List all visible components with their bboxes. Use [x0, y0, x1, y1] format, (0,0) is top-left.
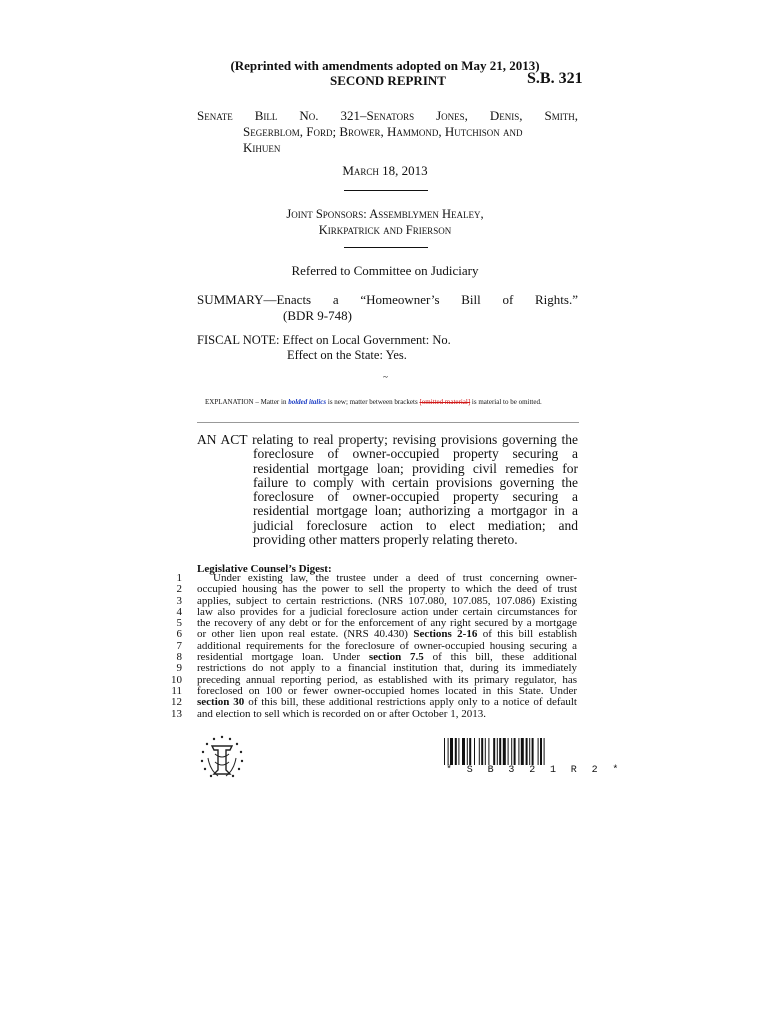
barcode-bar [503, 738, 506, 765]
explanation-omitted-term: [omitted material] [419, 398, 471, 406]
line-number: 12 [171, 696, 182, 709]
digest-title: Legislative Counsel’s Digest: [197, 563, 332, 575]
line-number: 10 [171, 673, 182, 686]
line-number: 9 [176, 662, 182, 675]
summary-line-1: SUMMARY—Enacts a “Homeowner’s Bill of Rights.” [197, 292, 578, 307]
act-line: providing other matters properly relating thereto. [253, 532, 518, 548]
joint-sponsors-line-2: Kirkpatrick and Frierson [318, 223, 452, 237]
line-number: 8 [176, 651, 182, 664]
line-number: 6 [176, 628, 182, 641]
summary-line-2: (BDR 9-748) [283, 308, 352, 323]
digest-line: section 30 of this bill, these additional restrictions apply only to a notice of default [197, 696, 577, 709]
digest-line: restrictions do not apply to a financial institution that, during its immediately [197, 662, 577, 675]
digest-line: or other lien upon real estate. (NRS 40.430) Sections 2-16 of this bill establish [197, 628, 577, 641]
explanation-suffix: is material to be omitted. [470, 398, 542, 406]
digest-line: occupied housing has the power to sell the property to which the deed of trust [197, 583, 577, 596]
joint-sponsors-line-1: Joint Sponsors: Assemblymen Healey, [286, 207, 484, 221]
line-number: 4 [176, 605, 182, 618]
digest-body [197, 573, 577, 720]
line-number: 7 [176, 639, 182, 652]
barcode-bar [544, 738, 545, 765]
bill-number: S.B. 321 [527, 70, 583, 87]
barcode-bar [481, 738, 483, 765]
sponsors-block [197, 108, 578, 156]
barcode-bar [469, 738, 471, 765]
barcode-bar [455, 738, 457, 765]
line-number: 3 [176, 594, 182, 607]
act-line: failure to comply with certain provisions governing the [253, 474, 578, 490]
bill-date: March 18, 2013 [342, 163, 428, 178]
barcode-bar [529, 738, 530, 765]
barcode-bar [462, 738, 465, 765]
fiscal-note-line-1: FISCAL NOTE: Effect on Local Government: No. [197, 333, 451, 347]
barcode-bar [521, 738, 524, 765]
barcode-bar [444, 738, 445, 765]
barcode-bar [479, 738, 480, 765]
barcode-icon [444, 738, 576, 765]
fiscal-note-line-2: Effect on the State: Yes. [287, 348, 407, 362]
committee-referral: Referred to Committee on Judiciary [291, 263, 479, 278]
joint-sponsors [0, 206, 770, 238]
line-number: 11 [171, 684, 182, 697]
act-line: judicial foreclosure action to elect mediation; and [253, 517, 578, 533]
barcode-bar [532, 738, 534, 765]
act-line: foreclosure of owner-occupied property securing a [253, 489, 578, 505]
barcode-bar [518, 738, 519, 765]
act-title [197, 433, 578, 547]
barcode-bar [497, 738, 498, 765]
state-seal-icon [200, 734, 244, 782]
barcode-text: * S B 3 2 1 R 2 * [446, 765, 623, 776]
digest-line: applies, subject to certain restrictions. (NRS 107.080, 107.085, 107.086) Existing [197, 594, 577, 607]
line-number: 2 [176, 583, 182, 596]
reprint-label: SECOND REPRINT [330, 73, 446, 88]
divider [344, 247, 428, 248]
act-line: foreclosure of owner-occupied property securing a [253, 446, 578, 462]
barcode-bar [450, 738, 453, 765]
line-numbers [166, 573, 182, 720]
sponsors-line-2: Segerblom, Ford; Brower, Hammond, Hutchison and [243, 124, 523, 139]
digest-line: law also provides for a judicial foreclosure action under certain circumstances for [197, 605, 577, 618]
sponsors-line-1: Senate Bill No. 321–Senators Jones, Denis, Smith, [197, 108, 578, 123]
digest-line: the recovery of any debt or for the enforcement of any right secured by a mortgage [197, 617, 577, 630]
explanation-middle: is new; matter between brackets [326, 398, 420, 406]
explanation-new-term: bolded italics [288, 398, 327, 406]
line-number: 13 [171, 707, 182, 720]
digest-line: Under existing law, the trustee under a deed of trust concerning owner- [213, 572, 577, 584]
barcode-bar [540, 738, 542, 765]
barcode-bar [538, 738, 539, 765]
barcode-bar [493, 738, 495, 765]
reprint-note: (Reprinted with amendments adopted on May 21, 2013) [230, 58, 540, 73]
line-number: 1 [176, 572, 182, 584]
barcode-bar [499, 738, 501, 765]
explanation-line [205, 398, 542, 406]
barcode-bar [511, 738, 512, 765]
barcode-bar [458, 738, 459, 765]
explanation-prefix: EXPLANATION – Matter in [205, 398, 289, 406]
barcode-bar [474, 738, 475, 765]
digest-line: foreclosed on 100 or fewer owner-occupied homes located in this State. Under [197, 684, 577, 697]
line-number: 5 [176, 617, 182, 630]
barcode-bar [508, 738, 509, 765]
act-line: residential mortgage loan; providing civil remedies for [253, 460, 578, 476]
horizontal-rule [197, 422, 579, 423]
divider [344, 190, 428, 191]
barcode-bar [514, 738, 516, 765]
sponsors-line-3: Kihuen [243, 140, 281, 155]
barcode-bar [485, 738, 486, 765]
barcode-bar [467, 738, 468, 765]
act-line: AN ACT relating to real property; revising provisions governing the [197, 432, 578, 447]
tilde-mark: ~ [383, 372, 388, 382]
digest-line: and election to sell which is recorded on or after October 1, 2013. [197, 707, 486, 720]
digest-line: preceding annual reporting period, as established with its primary regulator, has [197, 673, 577, 686]
digest-line: residential mortgage loan. Under section 7.5 of this bill, these additional [197, 651, 577, 664]
barcode-bar [448, 738, 449, 765]
fiscal-note [197, 333, 451, 363]
digest-line: additional requirements for the foreclosure of owner-occupied housing securing a [197, 639, 577, 652]
act-line: residential mortgage loan; authorizing a mortgagor in a [253, 503, 578, 519]
barcode-bar [526, 738, 528, 765]
summary-block [197, 292, 578, 324]
barcode-bar [488, 738, 489, 765]
